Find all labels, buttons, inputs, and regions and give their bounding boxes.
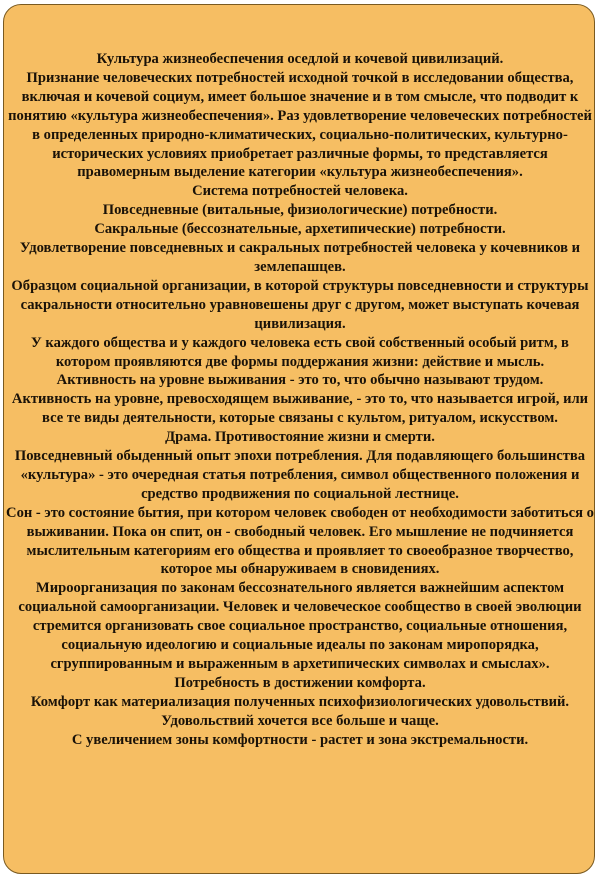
paragraph-rhythm: У каждого общества и у каждого человека есть свой собственный особый ритм, в котором проявляются две формы поддержания жизни: действие и мысль.: [31, 334, 569, 370]
paragraph-comfort: Комфорт как материализация полученных психофизиологических удовольствий. Удовольствий хочется все больше и чаще.: [30, 693, 570, 729]
line-extremality: С увеличением зоны комфортности - растет и зона экстремальности.: [71, 731, 529, 748]
text-card: [3, 4, 595, 874]
paragraph-world-organization: Мироорганизация по законам бессознательного является важнейшим аспектом социальной самоорганизации. Человек и человеческое сообщество в своей эволюции стремится организовать свое социальное пространство, социальные отношения, социальную идеологию и социальные идеалы по законам миропорядка, сгруппированным и выраженным в архетипических символах и смыслах».: [18, 580, 582, 672]
heading-comfort: Потребность в достижении комфорта.: [174, 674, 426, 691]
heading-needs-system: Система потребностей человека.: [192, 183, 408, 200]
paragraph-sleep: Сон - это состояние бытия, при котором человек свободен от необходимости заботиться о выживании. Пока он спит, он - свободный человек. Его мышление не подчиняется мыслительным категориям его общества и проявляет то своеобразное творчество, которое мы обнаруживаем в сновидениях.: [6, 504, 594, 578]
card-text: [4, 50, 596, 750]
paragraph-consumption: Повседневный обыденный опыт эпохи потребления. Для подавляющего большинства «культура» - это очередная статья потребления, символ общественного положения и средство продвижения по социальной лестнице.: [14, 448, 586, 502]
paragraph-play: Активность на уровне, превосходящем выживание, - это то, что называется игрой, или все те виды деятельности, которые связаны с культом, ритуалом, искусством.: [11, 391, 589, 427]
heading-drama: Драма. Противостояние жизни и смерти.: [165, 429, 435, 446]
paragraph-recognition: Признание человеческих потребностей исходной точкой в исследовании общества, включая и кочевой социум, имеет большое значение и в том смысле, что подводит к понятию «культура жизнеобеспечения». Раз удовлетворение человеческих потребностей в определенных природно-климатических, социально-политических, культурно-исторических условиях приобретает различные формы, то представляется правомерным выделение категории «культура жизнеобеспечения».: [8, 69, 592, 181]
line-everyday-needs: Повседневные (витальные, физиологические) потребности.: [102, 202, 498, 219]
line-sacral-needs: Сакральные (бессознательные, архетипические) потребности.: [94, 221, 506, 238]
heading-culture: Культура жизнеобеспечения оседлой и кочевой цивилизаций.: [96, 51, 504, 67]
line-survival-activity: Активность на уровне выживания - это то, что обычно называют трудом.: [56, 372, 544, 389]
paragraph-model: Образцом социальной организации, в которой структуры повседневности и структуры сакральности относительно уравновешены друг с другом, может выступать кочевая цивилизация.: [11, 277, 589, 332]
line-satisfaction: Удовлетворение повседневных и сакральных потребностей человека у кочевников и землепашцев.: [19, 240, 581, 275]
